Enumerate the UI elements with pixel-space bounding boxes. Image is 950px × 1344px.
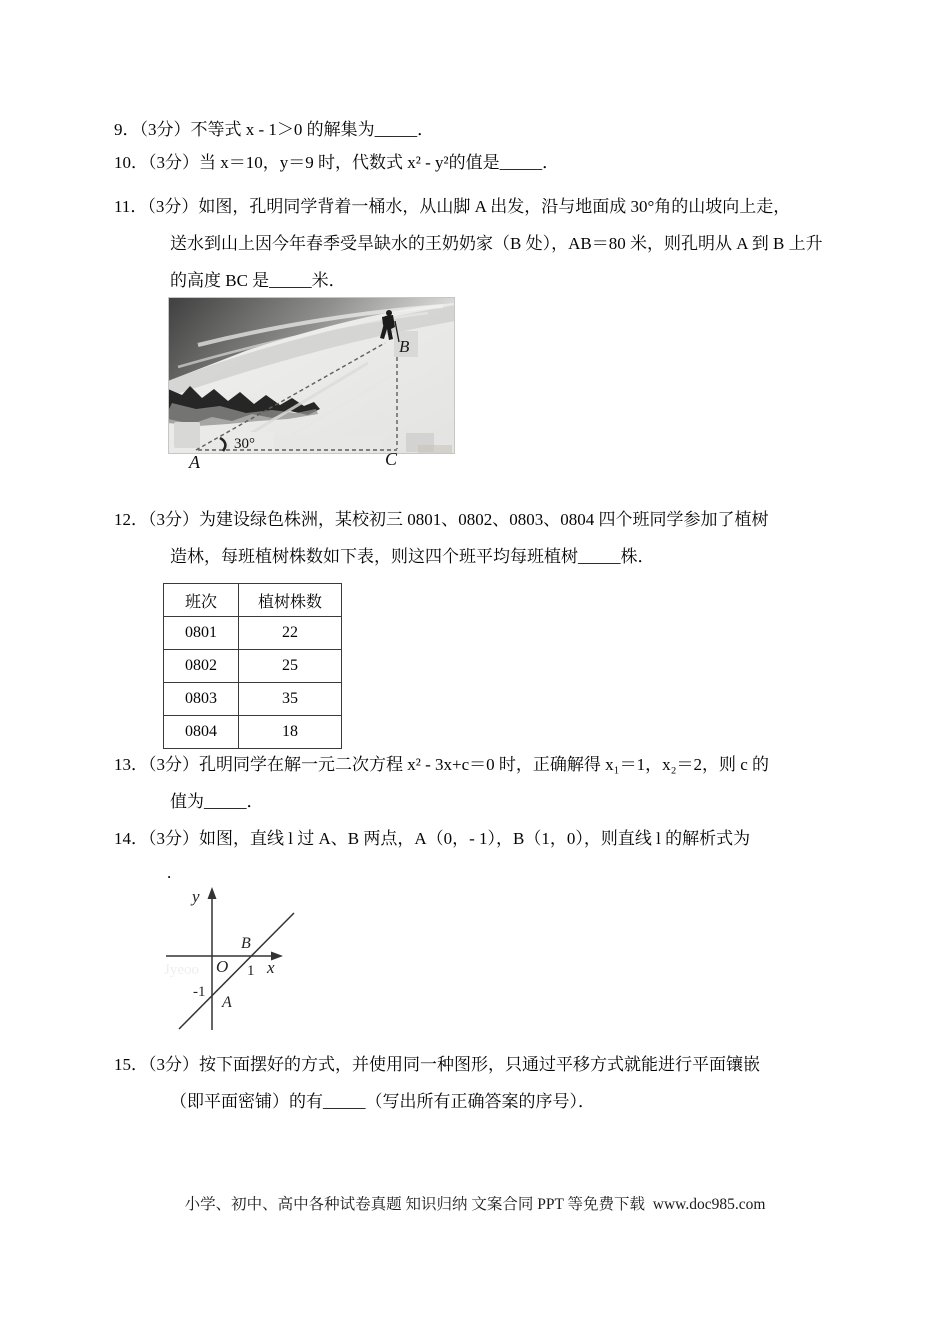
- tick-minus1-label: -1: [193, 984, 206, 1000]
- question-11-line-2: 送水到山上因今年春季受旱缺水的王奶奶家（B 处），AB＝80 米，则孔明从 A 到 B 上升: [170, 234, 823, 253]
- question-15-line-1: 15．（3分）按下面摆好的方式，并使用同一种图形，只通过平移方式就能进行平面镶嵌: [114, 1055, 760, 1074]
- tree-table: [163, 583, 342, 749]
- question-12-line-2: 造林，每班植树株数如下表，则这四个班平均每班植树_____株．: [170, 547, 655, 566]
- mountain-photo: [168, 297, 455, 454]
- question-15-line-2: （即平面密铺）的有_____（写出所有正确答案的序号）．: [170, 1092, 595, 1111]
- question-12-line-1: 12．（3分）为建设绿色株洲，某校初三 0801、0802、0803、0804 四个班同学参加了植树: [114, 510, 769, 529]
- table-row: 0802 25: [164, 650, 342, 683]
- point-a-label: A: [189, 452, 200, 472]
- question-13-line-1: 13．（3分）孔明同学在解一元二次方程 x² - 3x+c＝0 时，正确解得 x₁＝1，x₂＝2，则 c 的: [114, 755, 770, 774]
- question-9-line-1: 9．（3分）不等式 x - 1＞0 的解集为_____．: [114, 120, 435, 139]
- figure-graph: [150, 882, 340, 1047]
- angle-30-label: 30°: [234, 436, 255, 452]
- question-14-line-2: .: [167, 863, 172, 882]
- y-axis-label: y: [192, 887, 200, 906]
- x-axis-label: x: [267, 958, 275, 977]
- table-row: 0801 22: [164, 617, 342, 650]
- line-graph: [150, 882, 340, 1042]
- point-c-label: C: [385, 449, 398, 469]
- point-b-label: B: [241, 935, 251, 952]
- col-header-trees: 植树株数: [239, 584, 342, 617]
- point-b-label: B: [399, 337, 410, 356]
- y-axis-arrow: [208, 887, 217, 899]
- table-row: 0804 18: [164, 716, 342, 749]
- question-11-line-1: 11．（3分）如图，孔明同学背着一桶水，从山脚 A 出发，沿与地面成 30°角的山坡向上走，: [114, 197, 791, 216]
- tick-1-label: 1: [247, 963, 255, 979]
- col-header-class: 班次: [164, 584, 239, 617]
- footer-download-note: 小学、初中、高中各种试卷真题 知识归纳 文案合同 PPT 等免费下载 www.doc985.com: [184, 1196, 766, 1213]
- figure-mountain: [168, 297, 455, 459]
- table-row: 0803 35: [164, 683, 342, 716]
- origin-label: O: [216, 957, 229, 976]
- question-13-line-2: 值为_____．: [170, 792, 264, 811]
- watermark-text: Jyeoo: [164, 962, 199, 978]
- question-14-line-1: 14．（3分）如图，直线 l 过 A、B 两点，A（0，- 1），B（1，0），则直线 l 的解析式为: [114, 829, 751, 848]
- point-a-label: A: [222, 994, 232, 1011]
- question-10-line-1: 10．（3分）当 x＝10，y＝9 时，代数式 x² - y²的值是_____．: [114, 153, 560, 172]
- question-11-line-3: 的高度 BC 是_____米．: [170, 271, 346, 290]
- table-header-row: [164, 584, 342, 617]
